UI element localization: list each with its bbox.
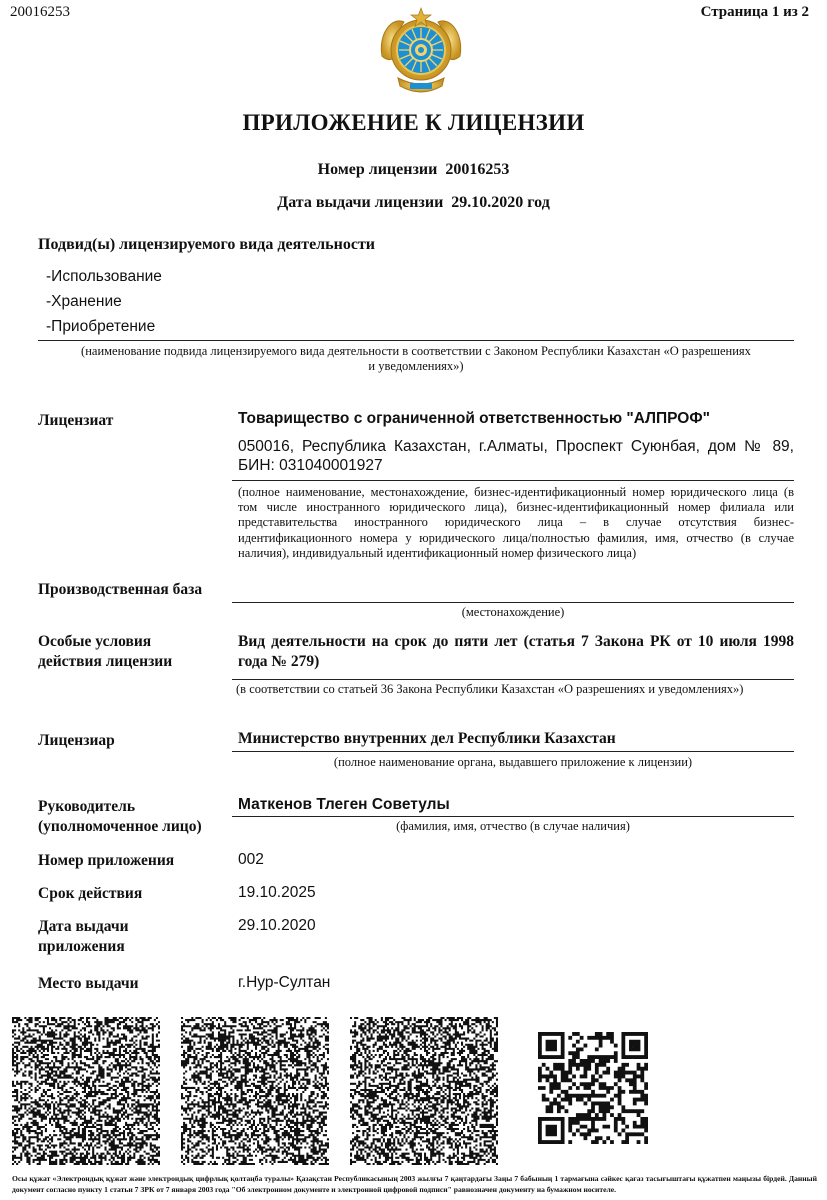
appendix-date-value: 29.10.2020 [238, 917, 316, 934]
subtypes-heading: Подвид(ы) лицензируемого вида деятельности [38, 236, 376, 253]
divider [232, 480, 794, 481]
divider [38, 340, 794, 341]
subtypes-note: (наименование подвида лицензируемого вида деятельности в соответствии с Законом Республики Казахстан «О разрешениях и уведомлениях») [81, 344, 751, 373]
special-conditions-value: Вид деятельности на срок до пяти лет (статья 7 Закона РК от 10 июля 1998 года № 279) [238, 633, 794, 670]
licensee-name: Товарищество с ограниченной ответственностью "АЛПРОФ" [238, 410, 710, 427]
appendix-number-value: 002 [238, 851, 264, 868]
licensee-label: Лицензиат [38, 412, 114, 429]
license-number-value: 20016253 [445, 161, 510, 178]
divider [232, 816, 794, 817]
divider [232, 751, 794, 752]
license-date-value: 29.10.2020 год [451, 194, 550, 211]
licensor-value: Министерство внутренних дел Республики Казахстан [238, 730, 616, 747]
validity-label: Срок действия [38, 885, 143, 902]
issue-place-value: г.Нур-Султан [238, 974, 331, 991]
qr-code [538, 1032, 648, 1144]
page-indicator: Страница 1 из 2 [700, 4, 809, 20]
subtype-item: -Приобретение [46, 318, 156, 335]
special-conditions-label: Особые условия действия лицензии [38, 633, 173, 670]
subtype-item: -Хранение [46, 293, 122, 310]
legal-footer: Осы құжат «Электрондық құжат және электрондық цифрлық қолтаңба туралы» Қазақстан Республикасының 2003 жылғы 7 қаңтардағы Заңы 7 бабының 1 тармағына сәйкес қағаз тасығыштағы құжатпен маңызы бірдей. Данный документ согласно пункту 1 статьи 7 ЗРК от 7 января 2003 года "Об электронном документе и электронной цифровой подписи" равнозначен документу на бумажном носителе. [12, 1174, 817, 1194]
code-modules [181, 1017, 329, 1165]
data-matrix-code-2 [181, 1017, 329, 1165]
license-date-line [0, 194, 827, 212]
license-number-label: Номер лицензии [317, 161, 438, 178]
production-base-label: Производственная база [38, 581, 203, 598]
state-emblem-icon [374, 4, 468, 98]
data-matrix-code-3 [350, 1017, 498, 1165]
head-label: Руководитель (уполномоченное лицо) [38, 798, 202, 835]
validity-value: 19.10.2025 [238, 884, 316, 901]
head-value: Маткенов Тлеген Советулы [238, 796, 450, 813]
code-modules [12, 1017, 160, 1165]
special-conditions-note: (в соответствии со статьей 36 Закона Республики Казахстан «О разрешениях и уведомлениях») [236, 682, 744, 696]
document-number: 20016253 [10, 4, 70, 20]
divider [232, 602, 794, 603]
head-note: (фамилия, имя, отчество (в случае наличия) [396, 819, 630, 833]
production-base-note: (местонахождение) [461, 605, 565, 619]
licensee-address: 050016, Республика Казахстан, г.Алматы, Проспект Суюнбая, дом № 89, БИН: 031040001927 [238, 438, 794, 474]
code-modules [350, 1017, 498, 1165]
license-date-label: Дата выдачи лицензии [277, 194, 444, 211]
licensor-note: (полное наименование органа, выдавшего приложение к лицензии) [333, 755, 693, 769]
code-modules [538, 1032, 648, 1144]
licensor-label: Лицензиар [38, 732, 115, 749]
issue-place-label: Место выдачи [38, 975, 139, 992]
data-matrix-code-1 [12, 1017, 160, 1165]
subtype-item: -Использование [46, 268, 162, 285]
divider [232, 679, 794, 680]
appendix-date-label: Дата выдачи приложения [38, 918, 129, 955]
licensee-note: (полное наименование, местонахождение, бизнес-идентификационный номер юридического лица (в том числе иностранного юридического лица), бизнес-идентификационный номер филиала или представительства иностранного юридического лица – в случае отсутствия бизнес-идентификационного номера у юридического лица/полностью фамилия, имя, отчество (в случае наличия), индивидуальный идентификационный номер физического лица) [238, 485, 794, 560]
license-number-line [0, 161, 827, 179]
page-title: ПРИЛОЖЕНИЕ К ЛИЦЕНЗИИ [242, 110, 585, 135]
appendix-number-label: Номер приложения [38, 852, 175, 869]
